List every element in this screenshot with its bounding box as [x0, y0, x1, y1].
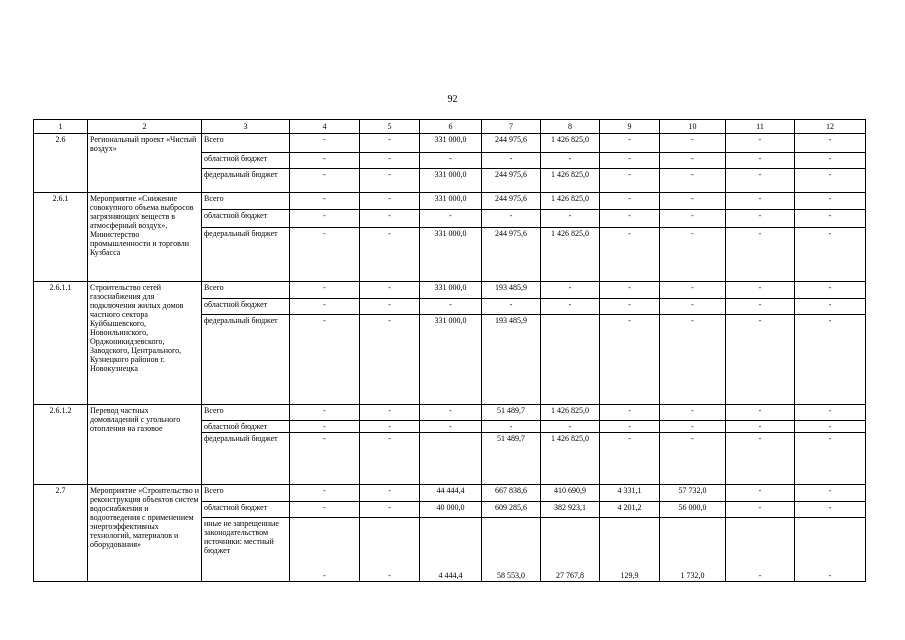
value-cell: -	[726, 228, 795, 282]
value-cell: -	[290, 502, 360, 518]
value-cell: 244 975,6	[482, 169, 541, 193]
value-cell: 331 000,0	[420, 228, 482, 282]
value-cell: -	[795, 134, 866, 153]
value-cell: -	[360, 169, 420, 193]
value-cell: -	[660, 405, 726, 421]
value-cell: -	[290, 169, 360, 193]
row-code: 2.6.1.1	[34, 282, 88, 405]
funding-source: Всего	[202, 282, 290, 299]
value-cell: -	[420, 421, 482, 433]
value-cell: -	[726, 153, 795, 169]
value-cell: 1 426 825,0	[541, 134, 600, 153]
value-cell: -	[600, 433, 660, 485]
value-cell: -	[600, 315, 660, 405]
value-cell: 1 426 825,0	[541, 405, 600, 421]
value-cell: -	[360, 299, 420, 315]
value-cell: -	[795, 210, 866, 228]
value-cell: -	[795, 153, 866, 169]
value-cell: -	[660, 210, 726, 228]
value-cell: -	[541, 421, 600, 433]
value-cell: -	[360, 193, 420, 210]
value-cell: -	[290, 134, 360, 153]
value-cell: 331 000,0	[420, 193, 482, 210]
value-cell: -	[795, 518, 866, 582]
value-cell: -	[600, 299, 660, 315]
value-cell: -	[795, 228, 866, 282]
budget-table	[33, 119, 866, 582]
value-cell: -	[360, 315, 420, 405]
row-code: 2.6.1	[34, 193, 88, 282]
value-cell: -	[541, 210, 600, 228]
value-cell: -	[726, 134, 795, 153]
value-cell: -	[660, 193, 726, 210]
value-cell: 44 444,4	[420, 485, 482, 502]
value-cell: -	[541, 282, 600, 299]
funding-source: федеральный бюджет	[202, 169, 290, 193]
value-cell: -	[290, 299, 360, 315]
row-code: 2.6.1.2	[34, 405, 88, 485]
value-cell: -	[726, 485, 795, 502]
value-cell: 4 201,2	[600, 502, 660, 518]
row-code: 2.6	[34, 134, 88, 193]
value-cell: -	[360, 282, 420, 299]
value-cell	[541, 315, 600, 405]
value-cell: 1 426 825,0	[541, 193, 600, 210]
value-cell: -	[482, 153, 541, 169]
funding-source: областной бюджет	[202, 299, 290, 315]
value-cell: -	[660, 433, 726, 485]
value-cell: -	[660, 134, 726, 153]
value-cell: 609 285,6	[482, 502, 541, 518]
value-cell: -	[660, 153, 726, 169]
funding-source: Всего	[202, 193, 290, 210]
funding-source: областной бюджет	[202, 502, 290, 518]
value-cell: -	[290, 485, 360, 502]
value-cell: 244 975,6	[482, 134, 541, 153]
value-cell: -	[290, 153, 360, 169]
value-cell: 57 732,0	[660, 485, 726, 502]
value-cell: -	[795, 485, 866, 502]
value-cell: 1 732,0	[660, 518, 726, 582]
value-cell: 331 000,0	[420, 315, 482, 405]
value-cell: -	[726, 169, 795, 193]
value-cell: 1 426 825,0	[541, 433, 600, 485]
value-cell: -	[420, 153, 482, 169]
value-cell: -	[600, 282, 660, 299]
header-cell: 9	[600, 120, 660, 134]
value-cell: -	[360, 485, 420, 502]
header-cell: 8	[541, 120, 600, 134]
value-cell: -	[726, 282, 795, 299]
value-cell: -	[795, 433, 866, 485]
value-cell: -	[600, 210, 660, 228]
header-cell: 10	[660, 120, 726, 134]
value-cell: -	[360, 518, 420, 582]
value-cell: -	[795, 315, 866, 405]
value-cell: -	[290, 433, 360, 485]
value-cell: -	[290, 210, 360, 228]
value-cell: 129,9	[600, 518, 660, 582]
value-cell: -	[360, 153, 420, 169]
table-row	[34, 193, 866, 210]
value-cell: -	[795, 299, 866, 315]
value-cell: -	[600, 193, 660, 210]
value-cell: 244 975,6	[482, 193, 541, 210]
funding-source: областной бюджет	[202, 210, 290, 228]
value-cell: -	[726, 433, 795, 485]
table-row	[34, 134, 866, 153]
value-cell: 244 975,6	[482, 228, 541, 282]
value-cell: -	[726, 405, 795, 421]
value-cell: -	[600, 405, 660, 421]
value-cell: -	[482, 299, 541, 315]
value-cell: -	[795, 405, 866, 421]
value-cell: 1 426 825,0	[541, 169, 600, 193]
value-cell: -	[726, 518, 795, 582]
funding-source: федеральный бюджет	[202, 433, 290, 485]
value-cell: -	[726, 502, 795, 518]
value-cell: -	[726, 315, 795, 405]
funding-source: областной бюджет	[202, 421, 290, 433]
value-cell: 51 489,7	[482, 433, 541, 485]
header-cell: 12	[795, 120, 866, 134]
value-cell: -	[600, 228, 660, 282]
value-cell: -	[660, 299, 726, 315]
value-cell: -	[600, 421, 660, 433]
value-cell: -	[290, 193, 360, 210]
value-cell: 4 331,1	[600, 485, 660, 502]
value-cell: 331 000,0	[420, 134, 482, 153]
header-cell: 1	[34, 120, 88, 134]
funding-source: Всего	[202, 134, 290, 153]
value-cell: 667 838,6	[482, 485, 541, 502]
value-cell: -	[660, 282, 726, 299]
value-cell: -	[600, 134, 660, 153]
value-cell: 51 489,7	[482, 405, 541, 421]
value-cell: -	[360, 405, 420, 421]
value-cell: 331 000,0	[420, 169, 482, 193]
value-cell: -	[420, 299, 482, 315]
value-cell: -	[660, 228, 726, 282]
header-cell: 11	[726, 120, 795, 134]
value-cell: -	[360, 421, 420, 433]
value-cell: -	[541, 299, 600, 315]
value-cell: 4 444,4	[420, 518, 482, 582]
value-cell: 56 000,0	[660, 502, 726, 518]
value-cell: -	[290, 421, 360, 433]
value-cell: -	[420, 210, 482, 228]
value-cell: -	[360, 502, 420, 518]
page-number: 92	[447, 94, 458, 105]
header-cell: 7	[482, 120, 541, 134]
value-cell: -	[482, 421, 541, 433]
row-name: Мероприятие «Снижение совокупного объема выбросов загрязняющих веществ в атмосферный воздух», Министерство промышленности и торговли Кузбасса	[88, 193, 202, 282]
funding-source: Всего	[202, 485, 290, 502]
value-cell: 193 485,9	[482, 315, 541, 405]
header-cell: 5	[360, 120, 420, 134]
value-cell: 1 426 825,0	[541, 228, 600, 282]
value-cell: -	[290, 282, 360, 299]
value-cell: 331 000,0	[420, 282, 482, 299]
value-cell: -	[726, 210, 795, 228]
header-row	[34, 120, 866, 134]
table-row	[34, 282, 866, 299]
value-cell: -	[290, 518, 360, 582]
row-name: Региональный проект «Чистый воздух»	[88, 134, 202, 193]
value-cell	[420, 433, 482, 485]
row-name: Мероприятие «Строительство и реконструкция объектов систем водоснабжения и водоотведения с применением энергоэффективных технологий, материалов и оборудования»	[88, 485, 202, 582]
funding-source: Всего	[202, 405, 290, 421]
value-cell: 58 553,0	[482, 518, 541, 582]
header-cell: 3	[202, 120, 290, 134]
header-cell: 2	[88, 120, 202, 134]
value-cell: -	[420, 405, 482, 421]
row-name: Строительство сетей газоснабжения для подключения жилых домов частного сектора Куйбышевского, Новоильинского, Орджоникидзевского, Заводского, Центрального, Кузнецкого районов г. Новокузнецка	[88, 282, 202, 405]
value-cell: -	[360, 228, 420, 282]
value-cell: -	[541, 153, 600, 169]
value-cell: -	[360, 210, 420, 228]
value-cell: 382 923,1	[541, 502, 600, 518]
value-cell: -	[795, 282, 866, 299]
funding-source: федеральный бюджет	[202, 315, 290, 405]
funding-source: иные не запрещенные законодательством источники: местный бюджет	[202, 518, 290, 582]
value-cell: -	[795, 169, 866, 193]
value-cell: 193 485,9	[482, 282, 541, 299]
table-row	[34, 485, 866, 502]
value-cell: -	[482, 210, 541, 228]
funding-source: федеральный бюджет	[202, 228, 290, 282]
value-cell: -	[600, 169, 660, 193]
value-cell: -	[660, 169, 726, 193]
row-code: 2.7	[34, 485, 88, 582]
value-cell: -	[726, 421, 795, 433]
table-row	[34, 405, 866, 421]
value-cell: -	[290, 315, 360, 405]
header-cell: 6	[420, 120, 482, 134]
value-cell: -	[360, 433, 420, 485]
value-cell: -	[290, 228, 360, 282]
value-cell: -	[795, 502, 866, 518]
funding-source: областной бюджет	[202, 153, 290, 169]
value-cell: -	[726, 299, 795, 315]
value-cell: -	[660, 421, 726, 433]
value-cell: -	[600, 153, 660, 169]
value-cell: -	[360, 134, 420, 153]
row-name: Перевод частных домовладений с угольного отопления на газовое	[88, 405, 202, 485]
value-cell: -	[795, 421, 866, 433]
value-cell: -	[290, 405, 360, 421]
value-cell: -	[660, 315, 726, 405]
value-cell: 27 767,8	[541, 518, 600, 582]
value-cell: -	[795, 193, 866, 210]
value-cell: 40 000,0	[420, 502, 482, 518]
header-cell: 4	[290, 120, 360, 134]
value-cell: 410 690,9	[541, 485, 600, 502]
value-cell: -	[726, 193, 795, 210]
